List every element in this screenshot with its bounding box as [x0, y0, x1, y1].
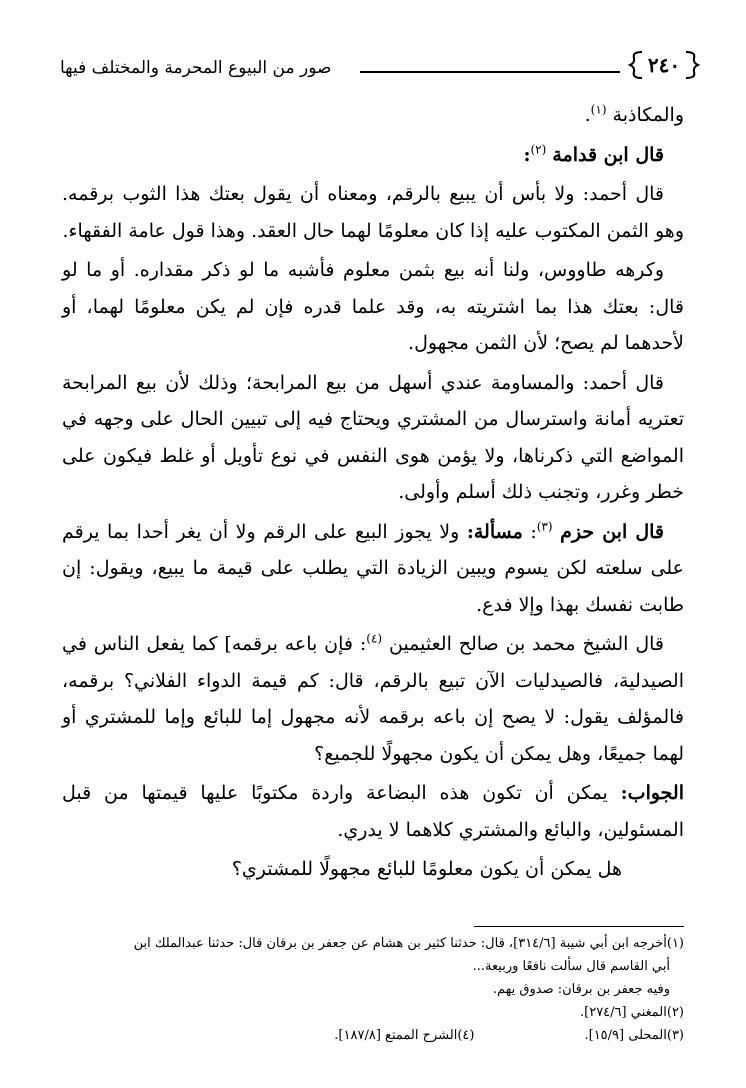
paragraph-answer: الجواب: يمكن أن تكون هذه البضاعة واردة مكتوبًا عليها قيمتها من قبل المسئولين، والبائع والمشتري كلاهما لا يدري.	[62, 782, 684, 841]
footnote-1: (١)أخرجه ابن أبي شيبة [٣١٤/٦]، قال: حدثنا كثير بن هشام عن جعفر بن برقان قال: حدثنا عبدالملك ابن	[133, 936, 684, 951]
footnote-ref-2: (٢)	[530, 142, 547, 157]
main-text	[62, 97, 684, 888]
paragraph-uthaymeen: قال الشيخ محمد بن صالح العثيمين $^{(٤)}$: فإن باعه برقمه] كما يفعل الناس في الصيدلية، فالصيدليات الآن تبيع بالرقم، قال: كم قيمة الدواء الفلاني؟ برقمه، فالمؤلف يقول: لا يصح إن باعه برقمه لأنه مجهول إما للبائع وإما للمشتري أو لهما جميعًا، وهل يمكن أن يكون مجهولًا للجميع؟	[62, 631, 684, 765]
footnotes	[62, 932, 684, 1047]
footnote-row-3-4	[62, 1024, 684, 1047]
footnote-ref-3: (٣)	[536, 519, 553, 534]
page-number: ٢٤٠	[647, 53, 681, 77]
footnote-ref-4: (٤)	[366, 631, 383, 646]
header-rule	[360, 71, 620, 73]
footnote-1-continuation: أبي القاسم قال سألت نافعًا وربيعة...	[472, 959, 670, 974]
page-number-frame	[628, 50, 700, 80]
paragraph-ibn-hazm: قال ابن حزم $^{(٣)}$: مسألة: ولا يجوز البيع على الرقم ولا أن يغر أحدا بما يرقم على سلعته لكن يسوم ويبين الزيادة التي يطلب على قيمة ما يبيع، ويقول: إن طابت نفسك بهذا وإلا فدع.	[62, 519, 684, 616]
footnote-separator	[474, 926, 684, 927]
running-title: صور من البيوع المحرمة والمختلف فيها	[60, 58, 332, 78]
footnote-2: (٢)المغني [٢٧٤/٦].	[580, 1005, 684, 1020]
paragraph-5: قال أحمد: والمساومة عندي أسهل من بيع المرابحة؛ وذلك لأن بيع المرابحة تعتريه أمانة واسترسال من المشتري ويحتاج فيه إلى تبيين الحال على وجهه في المواضع التي ذكرناها، ولا يؤمن هوى النفس في نوع تأويل أو غلط فيكون على خطر وغرر، وتجنب ذلك أسلم وأولى.	[62, 371, 684, 503]
paragraph-1: والمكاذبة $^{(١)}$.	[584, 102, 684, 126]
paragraph-4: وكرهه طاووس، ولنا أنه بيع بثمن معلوم فأشبه ما لو ذكر مقداره. أو ما لو قال: بعتك هذا بما اشتريته به، وقد علما قدره فإن لم يكن معلومًا لهما، أو لأحدهما لم يصح؛ لأن الثمن مجهول.	[62, 259, 684, 354]
footnote-ref-1: (١)	[590, 102, 607, 117]
paragraph-3: قال أحمد: ولا بأس أن يبيع بالرقم، ومعناه أن يقول بعتك هذا الثوب برقمه. وهو الثمن المكتوب عليه إذا كان معلومًا لهما حال العقد. وهذا قول عامة الفقهاء.	[62, 183, 684, 242]
footnote-1-note: وفيه جعفر بن برقان: صدوق يهم.	[492, 982, 670, 997]
footnote-4: (٤)الشرح الممتع [١٨٧/٨].	[334, 1028, 475, 1043]
footnote-3: (٣)المحلى [١٥/٩].	[584, 1028, 684, 1043]
heading-ibn-qudama: قال ابن قدامة $^{(٢)}$:	[523, 142, 664, 166]
page-header	[60, 44, 700, 84]
paragraph-question: هل يمكن أن يكون معلومًا للبائع مجهولًا للمشتري؟	[231, 858, 622, 880]
